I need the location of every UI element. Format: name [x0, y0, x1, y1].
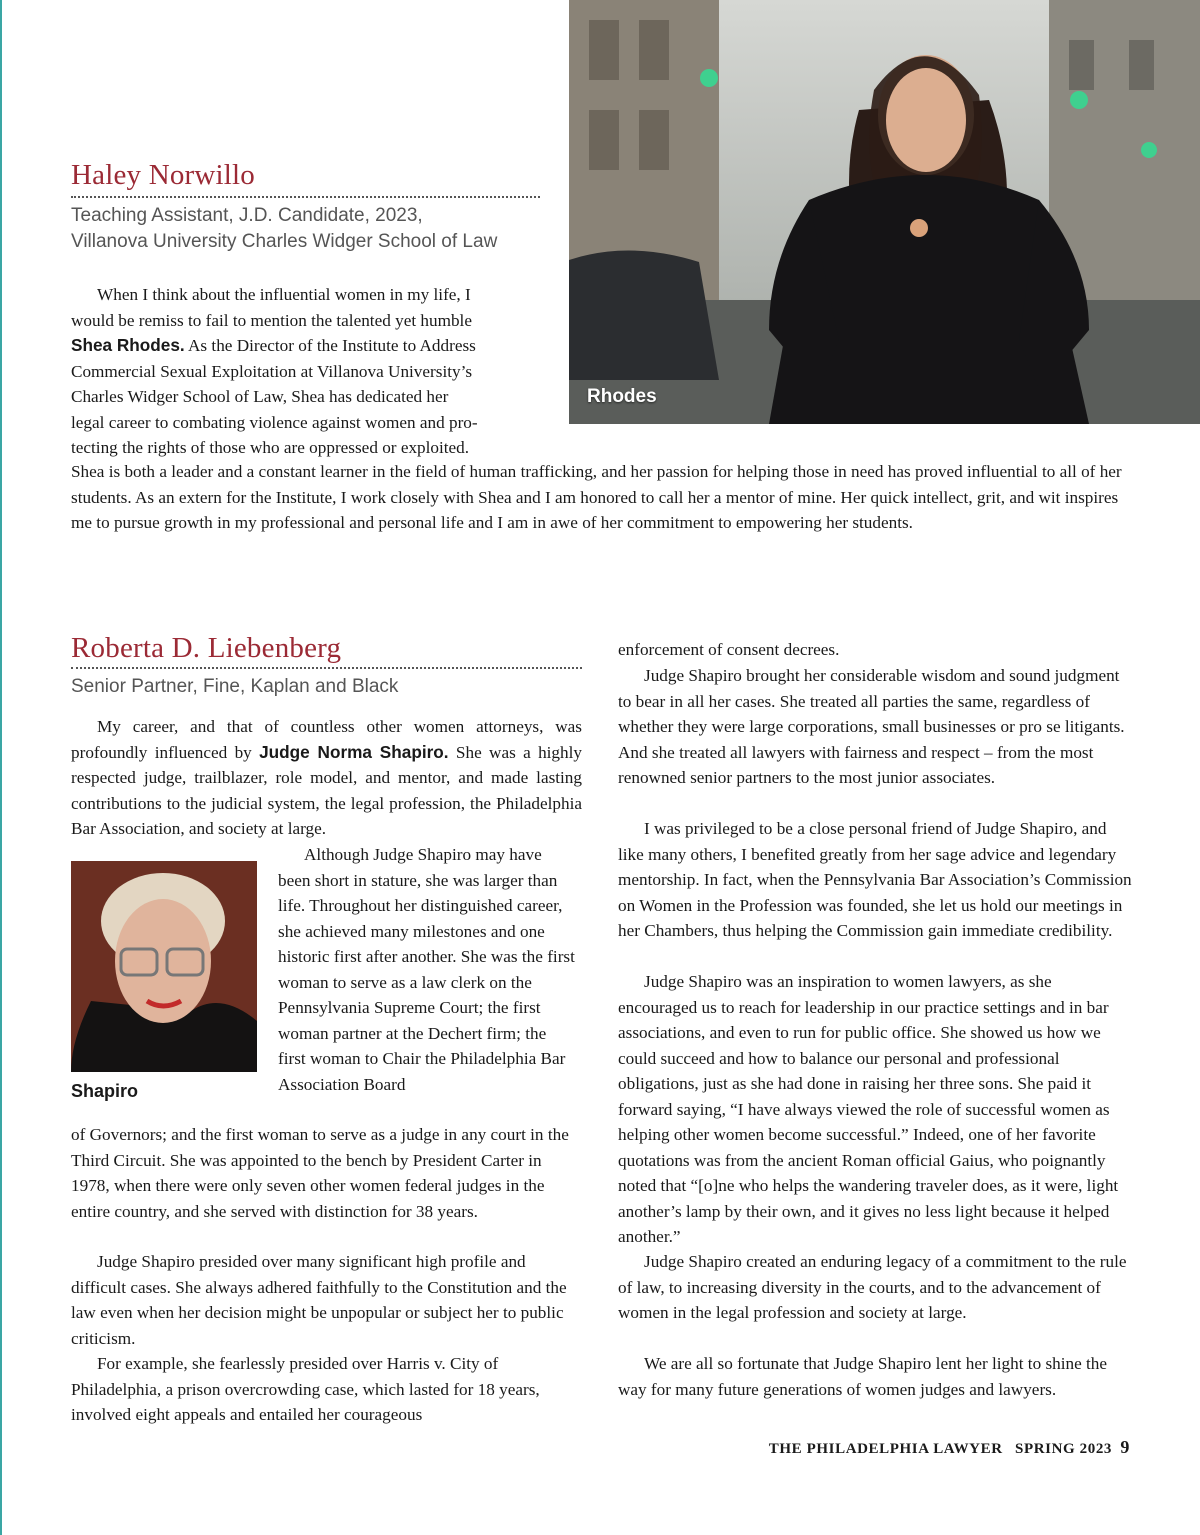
section2-paragraph-4: For example, she fearlessly presided over Harris v. City of Philadelphia, a prison overcrowding case, which lasted for 18 years, involved eight appeals and entailed her courageous [71, 1354, 540, 1424]
section2-p1-after: She was a highly respected judge, trailblazer, role model, and mentor, and made lasting contributions to the judicial system, the legal profession, the Philadelphia Bar Association, and society at large. [71, 742, 582, 838]
photo-rhodes-caption: Rhodes [587, 386, 657, 407]
section2-p1-before: My career, and that of countless other women attorneys, was profoundly influenced by [71, 717, 582, 762]
section2-paragraph-2-narrow: Although Judge Shapiro may have been short in stature, she was larger than life. Throughout her distinguished career, she achieved many milestones and one historic first after another. She was the first woman to serve as a law clerk on the Pennsylvania Supreme Court; the first woman partner at the Dechert firm; the first woman to Chair the Philadelphia Bar Association Board [278, 845, 575, 1094]
photo-rhodes [569, 0, 1200, 424]
section2-paragraph-3: Judge Shapiro presided over many significant high profile and difficult cases. She always adhered faithfully to the Constitution and the law even when her decision might be unpopular or subject her to public criticism. [71, 1252, 567, 1348]
section2-col2-p5: We are all so fortunate that Judge Shapiro lent her light to shine the way for many future generations of women judges and lawyers. [618, 1354, 1108, 1399]
section2-role: Senior Partner, Fine, Kaplan and Black [71, 676, 399, 697]
section1-divider [71, 196, 540, 198]
section1-line-6: legal career to combating violence against women and pro- [71, 412, 478, 432]
section1-paragraph-narrow [71, 282, 541, 461]
section1-role-line1: Teaching Assistant, J.D. Candidate, 2023, [71, 205, 423, 226]
section1-paragraph-wide: Shea is both a leader and a constant learner in the field of human trafficking, and her passion for helping those in need has proved influential to all of her students. As an extern for the Institute, I work closely with Shea and I am honored to call her a mentor of mine. Her quick intellect, grit, and wit inspires me to pursue growth in my professional and personal life and I am in awe of her commitment to empowering her students. [71, 462, 1122, 532]
section1-line-4: Commercial Sexual Exploitation at Villanova University’s [71, 361, 473, 381]
footer-publication: THE PHILADELPHIA LAWYER [768, 1441, 1003, 1457]
section2-col2-p3: Judge Shapiro was an inspiration to women lawyers, as she encouraged us to reach for leadership in our practice settings and in bar associations, and even to run for public office. She showed us how we could succeed and how to balance our personal and professional obligations, just as she had done in raising her three sons. She paid it forward saying, “I have always viewed the role of successful women as helping other women become successful.” Indeed, one of her favorite quotations was from the ancient Roman official Gaius, who poignantly noted that “[o]ne who helps the wandering traveler does, as it were, light another’s lamp by their own, and it gives no less light because it helped another.” [618, 972, 1119, 1246]
photo-rhodes-illustration [569, 0, 1200, 424]
photo-shapiro-illustration [71, 861, 257, 1072]
mentee-name-rhodes: Shea Rhodes. [71, 335, 185, 355]
section1-line-7: tecting the rights of those who are oppressed or exploited. [71, 438, 470, 457]
mentee-name-shapiro: Judge Norma Shapiro. [259, 741, 449, 762]
section1-line-2: would be remiss to fail to mention the talented yet humble [71, 310, 472, 330]
footer-page-number: 9 [1120, 1437, 1130, 1457]
section2-col2-p1: Judge Shapiro brought her considerable wisdom and sound judgment to bear in all her cases. She treated all parties the same, regardless of whether they were large corporations, small businesses or pro se litigants. And she treated all lawyers with fairness and respect – from the most renowned senior partners to the most junior associates. [618, 666, 1125, 787]
section2-name: Roberta D. Liebenberg [71, 632, 342, 664]
section1-line-1: When I think about the influential women in my life, I [97, 285, 471, 304]
section1-role-line2: Villanova University Charles Widger School of Law [71, 231, 498, 252]
section1-name: Haley Norwillo [71, 159, 256, 191]
section1-line-3 [71, 333, 541, 359]
section1-line-3-rest: As the Director of the Institute to Address [184, 336, 476, 355]
section1-line-5: Charles Widger School of Law, Shea has dedicated her [71, 387, 449, 406]
section2-col2-p0: enforcement of consent decrees. [618, 640, 840, 659]
section2-col2-p4: Judge Shapiro created an enduring legacy of a commitment to the rule of law, to increasing diversity in the courts, and to the advancement of women in the legal profession and society at large. [618, 1252, 1127, 1322]
section2-col2-p2: I was privileged to be a close personal friend of Judge Shapiro, and like many others, I benefited greatly from her sage advice and legendary mentorship. In fact, when the Pennsylvania Bar Association’s Commission on Women in the Profession was founded, she let us hold our meetings in her Chambers, thus helping the Commission gain immediate credibility. [618, 819, 1132, 940]
footer-issue: SPRING 2023 [1015, 1441, 1113, 1457]
page-edge-rule [0, 0, 2, 1535]
photo-shapiro-caption: Shapiro [71, 1081, 139, 1101]
section2-paragraph-1 [71, 714, 582, 842]
page-footer [769, 1437, 1130, 1458]
photo-shapiro [71, 861, 257, 1072]
section2-divider [71, 667, 582, 669]
section1-role [71, 203, 497, 255]
section2-paragraph-2-wide: of Governors; and the first woman to serve as a judge in any court in the Third Circuit. She was appointed to the bench by President Carter in 1978, when there were only seven other women federal judges in the entire country, and she served with distinction for 38 years. [71, 1125, 569, 1221]
